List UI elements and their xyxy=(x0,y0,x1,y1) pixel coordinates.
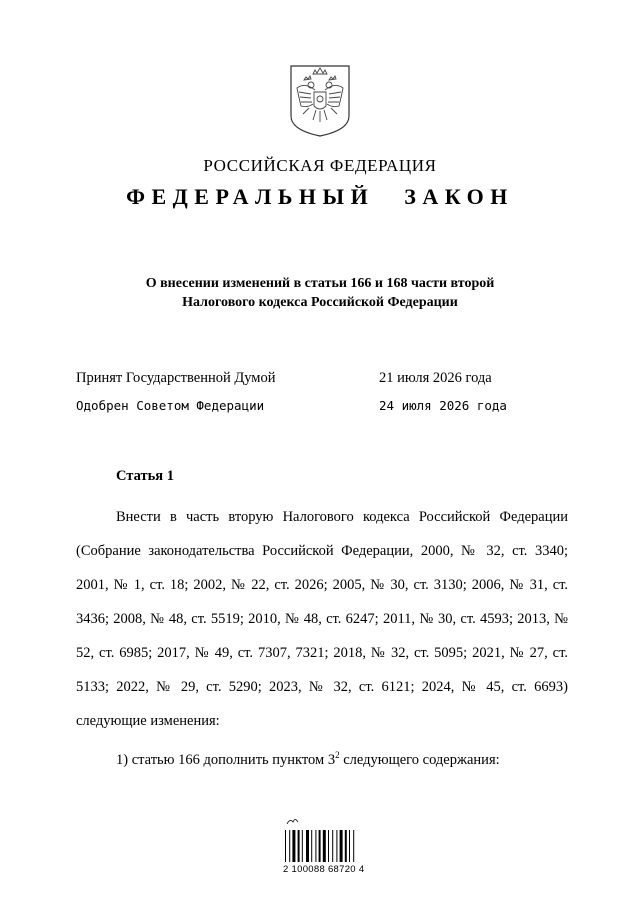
adoption-row-council xyxy=(76,398,576,413)
barcode-bars xyxy=(283,814,363,864)
document-type-heading: ФЕДЕРАЛЬНЫЙ ЗАКОН xyxy=(126,184,514,209)
item-1-text-after: следующего содержания: xyxy=(339,751,500,768)
adoption-label-council: Одобрен Советом Федерации xyxy=(76,398,265,413)
adoption-date-duma: 21 июля 2026 года xyxy=(379,370,492,386)
law-title xyxy=(0,274,640,312)
article-paragraph: Внести в часть вторую Налогового кодекса Российской Федерации (Собрание законодательства Российской Федерации, 2000, № 32, ст. 3340; 2001, № 1, ст. 18; 2002, № 22, ст. 2026; 2005, № 30, ст. 3130; 2006, № 31, ст. 3436; 2008, № 48, ст. 5519; 2010, № 48, ст. 6247; 2011, № 30, ст. 4593; 2013, № 52, ст. 6985; 2017, № 49, ст. 7307, 7321; 2018, № 32, ст. 5095; 2021, № 27, ст. 5133; 2022, № 29, ст. 5290; 2023, № 32, ст. 6121; 2024, № 45, ст. 6693) следующие изменения: xyxy=(76,509,568,729)
article-heading: Статья 1 xyxy=(116,468,174,484)
adoption-date-council: 24 июля 2026 года xyxy=(379,398,507,413)
barcode xyxy=(283,814,363,882)
law-title-line-2: Налогового кодекса Российской Федерации xyxy=(182,295,458,310)
coat-of-arms-emblem xyxy=(289,64,351,138)
adoption-row-duma xyxy=(76,370,576,387)
country-heading: РОССИЙСКАЯ ФЕДЕРАЦИЯ xyxy=(203,156,437,175)
item-1-superscript: 2 xyxy=(335,750,340,760)
law-title-line-1: О внесении изменений в статьи 166 и 168 части второй xyxy=(145,276,495,291)
item-1-text-before: 1) статью 166 дополнить пунктом 3 xyxy=(116,751,336,768)
article-item-1 xyxy=(76,738,568,777)
adoption-label-duma: Принят Государственной Думой xyxy=(76,370,276,386)
barcode-number: 2 100088 68720 4 xyxy=(283,864,365,875)
article-body xyxy=(76,500,568,777)
